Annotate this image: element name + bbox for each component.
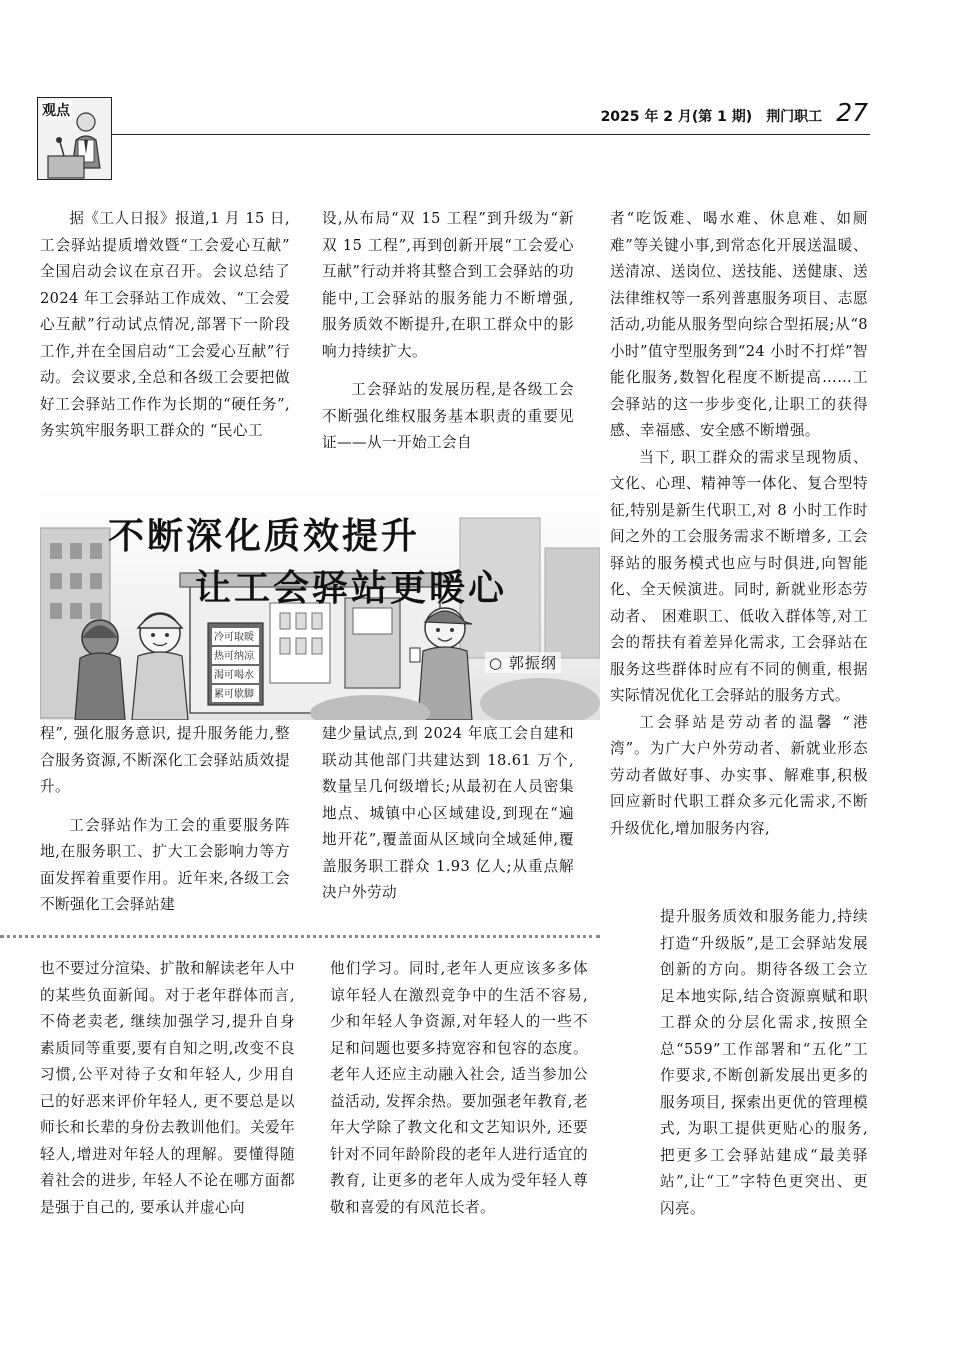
header-right [601,98,868,127]
other-article-col1 [40,956,295,1221]
article-col2-bottom [322,721,574,907]
paragraph: 提升服务质效和服务能力,持续打造“升级版”,是工会驿站发展创新的方向。期待各级工会立足本地实际,结合资源禀赋和职工群众的分层化需求,按照全总“559”工作部署和“五化”工作要求,不断创新发展出更多的服务项目, 探索出更优的管理模式, 为职工提供更贴心的服务,把更多工会驿站建成“最美驿站”,让“工”字特色更突出、更闪亮。 [660,908,868,1217]
sign-line-4: 累可歇脚 [214,689,254,700]
paragraph: 据《工人日报》报道,1 月 15 日,工会驿站提质增效暨“工会爱心互献” 全国启动会议在京召开。会议总结了 2024 年工会驿站工作成效、“工会爱心互献”行动试点情况,部署下一阶段工作,并在全国启动“工会爱心互献”行动。会议要求,全总和各级工会要把做好工会驿站工作作为长期的“硬任务”,务实筑牢服务职工群众的 “民心工 [40,210,290,439]
sign-line-1: 冷可取暖 [214,632,254,643]
sign-line-2: 热可纳凉 [214,651,254,662]
article-col1-bottom [40,721,290,919]
article-col3 [610,206,868,842]
page-number: 27 [836,98,868,127]
section-label: 观点 [40,100,72,120]
article-title-line1: 不断深化质效提升 [108,515,421,557]
paragraph: 工会驿站是劳动者的温馨 “港湾”。为广大户外劳动者、新就业形态劳动者做好事、办实事、解难事,积极回应新时代职工群众多元化需求,不断升级优化,增加服务内容, [610,713,868,837]
sign-line-3: 渴可喝水 [214,670,254,681]
other-article-col2 [330,956,588,1221]
publication-name: 荆门职工 [766,109,823,125]
article-title-line2: 让工会驿站更暖心 [195,567,508,609]
article-col2-top [322,206,574,457]
article-col3-continued [660,904,868,1222]
section-divider [0,935,600,938]
paragraph: 者“吃饭难、喝水难、休息难、如厕难”等关键小事,到常态化开展送温暖、送清凉、送岗位、送技能、送健康、送法律维权等一系列普惠服务项目、志愿活动,功能从服务型向综合型拓展;从“8 小时”值守型服务到“24 小时不打烊”智能化服务,数智化程度不断提高……工会驿站的这一步步变化,让职工的获得感、幸福感、安全感不断增强。 [610,210,868,439]
paragraph: 也不要过分渲染、扩散和解读老年人中的某些负面新闻。对于老年群体而言, 不倚老卖老, 继续加强学习,提升自身素质同等重要,要有自知之明,改变不良习惯,公平对待子女和年轻人, 少用自己的好恶来评价年轻人, 更不要总是以师长和长辈的身份去教训他们。关爱年轻人,增进对年轻人的理解。要懂得随着社会的进步, 年轻人不论在哪方面都是强于自己的, 要承认并虚心向 [40,960,295,1216]
paragraph: 程”, 强化服务意识, 提升服务能力,整合服务资源,不断深化工会驿站质效提升。 [40,725,290,795]
header-rule [112,134,870,135]
construction-worker-figure [132,613,188,720]
paragraph: 他们学习。同时,老年人更应该多多体谅年轻人在激烈竞争中的生活不容易,少和年轻人争资源,对年轻人的一些不足和问题也要多持宽容和包容的态度。老年人还应主动融入社会, 适当参加公益活动, 发挥余热。要加强老年教育,老年大学除了教文化和文艺知识外, 还要针对不同年龄阶段的老年人进行适宜的教育, 让更多的老年人成为受年轻人尊敬和喜爱的有风范长者。 [330,960,588,1216]
paragraph: 当下, 职工群众的需求呈现物质、文化、心理、精神等一体化、复合型特征,特别是新生代职工,对 8 小时工作时间之外的工会服务需求不断增多, 工会驿站的服务模式也应与时俱进,向智能化、全天候演进。同时, 新就业形态劳动者、 困难职工、低收入群体等,对工会的帮扶有着差异化需求, 工会驿站在服务这些群体时应有不同的侧重, 根据实际情况优化工会驿站的服务方式。 [610,448,868,704]
paragraph: 工会驿站作为工会的重要服务阵地,在服务职工、扩大工会影响力等方面发挥着重要作用。近年来,各级工会不断强化工会驿站建 [40,816,290,913]
issue-date: 2025 年 2 月(第 1 期) [600,109,753,125]
article-byline: ○ 郭振纲 [485,652,561,673]
paragraph: 建少量试点,到 2024 年底工会自建和联动其他部门共建达到 18.61 万个,数量呈几何级增长;从最初在人员密集地点、城镇中心区域建设,到现在“遍地开花”,覆盖面从区域向全域延伸,覆盖服务职工群众 1.93 亿人;从重点解决户外劳动 [322,725,574,901]
paragraph: 设,从布局“双 15 工程”到升级为“新双 15 工程”,再到创新开展“工会爱心互献”行动并将其整合到工会驿站的功能中,工会驿站的服务能力不断增强, 服务质效不断提升,在职工群众中的影响力持续扩大。 [322,210,574,360]
paragraph: 工会驿站的发展历程,是各级工会不断强化维权服务基本职责的重要见证——从一开始工会自 [322,381,574,451]
delivery-worker-figure [75,620,125,720]
article-col1-top [40,206,290,445]
